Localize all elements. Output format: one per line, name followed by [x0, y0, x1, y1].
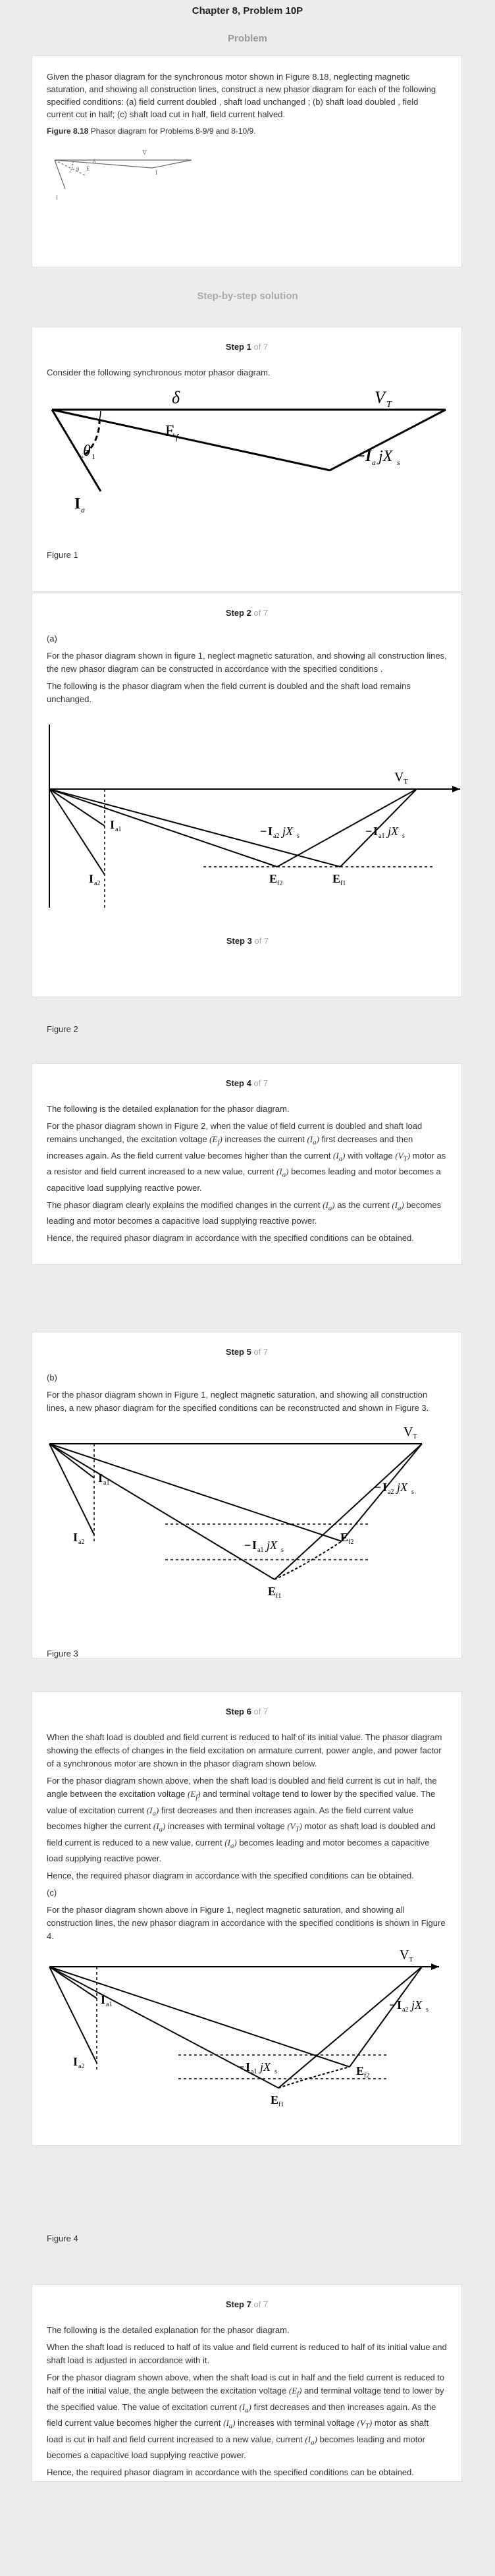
svg-text:jX: jX	[282, 825, 293, 838]
svg-text:a1: a1	[106, 2001, 113, 2009]
svg-text:a1: a1	[103, 1479, 110, 1487]
fig3-ia2: I	[73, 1531, 78, 1544]
svg-text:a2: a2	[402, 2006, 409, 2014]
figure-caption-text: Phasor diagram for Problems 8-9/9 and 8-10/9.	[88, 126, 256, 136]
fig1-ef: E	[165, 423, 175, 440]
figure-caption	[47, 124, 447, 138]
svg-text:f1: f1	[278, 2101, 284, 2109]
svg-text:jX: jX	[388, 825, 398, 838]
figure-4-label: Figure 4	[47, 2233, 78, 2243]
step-2-para-2: The following is the phasor diagram when the field current is doubled and the shaft load remains unchanged.	[47, 681, 411, 704]
step-4-para-4: Hence, the required phasor diagram in accordance with the specified conditions can be obtained.	[47, 1233, 414, 1244]
step-7-para-4: Hence, the required phasor diagram in accordance with the specified conditions can be obtained.	[47, 2467, 414, 2478]
figure-8-18	[47, 142, 205, 214]
svg-text:jX: jX	[378, 448, 393, 465]
svg-text:jX: jX	[260, 2060, 271, 2074]
fig3-ia1jxs: −	[244, 1539, 251, 1552]
fig4-ia1: I	[101, 1993, 106, 2007]
step-6-header: Step 6 of 7	[225, 1707, 269, 1716]
svg-text:s: s	[426, 2006, 429, 2014]
figure-1	[47, 383, 448, 535]
svg-text:1: 1	[91, 452, 95, 461]
figure-2-label: Figure 2	[47, 1024, 78, 1034]
svg-text:a: a	[81, 505, 85, 514]
svg-text:T: T	[404, 778, 408, 786]
step-5-part: (b)	[47, 1373, 57, 1383]
svg-text:I: I	[268, 825, 273, 838]
fig4-ia2: I	[73, 2055, 78, 2069]
fig2-ef1: E	[332, 872, 341, 885]
svg-text:f2: f2	[364, 2072, 370, 2080]
fig3-ia1: I	[98, 1471, 103, 1485]
svg-text:s: s	[297, 833, 300, 840]
step-5-card	[32, 1332, 462, 1658]
step-4-header: Step 4 of 7	[225, 1078, 269, 1088]
step-2-para-1: For the phasor diagram shown in figure 1, neglect magnetic saturation, and showing all construction lines, the new phasor diagram can be constructed in accordance with the specified conditions .	[47, 651, 447, 674]
step-6-card	[32, 1691, 462, 2243]
svg-text:jX: jX	[267, 1539, 277, 1552]
step-2-card	[32, 593, 462, 1034]
step-3-header: Step 3 of 7	[226, 936, 269, 946]
step-2-part: (a)	[47, 634, 57, 644]
solution-title: Step-by-step solution	[197, 290, 298, 302]
page-title: Chapter 8, Problem 10P	[192, 5, 303, 16]
step-5-header: Step 5 of 7	[225, 1347, 269, 1357]
fig2-vt: V	[394, 770, 404, 784]
svg-text:a2: a2	[78, 2063, 85, 2071]
svg-text:I: I	[382, 1481, 388, 1494]
problem-card	[32, 55, 462, 267]
step-6-para-3: Hence, the required phasor diagram in accordance with the specified conditions can be obtained.	[47, 1871, 414, 1881]
svg-text:T: T	[409, 1956, 413, 1964]
step-7-para-3: For the phasor diagram shown above, when the shaft load is cut in half and the field current is reduced to half of the initial value, the angle between the excitation voltage $(E_f)$ and terminal voltage tend to lower by the specified value. The value of excitation current $(I_a)$ first decreases and then increases again. As the field current value becomes higher the current $(I_a)$ increases with terminal voltage $(V_T)$ motor as shaft load is cut in half and field current increased to a new value, current $(I_a)$ becomes leading and motor becomes a capacitive load supplying reactive power.	[47, 2372, 445, 2461]
fig3-vt: V	[404, 1425, 413, 1439]
fig3-ef1: E	[268, 1585, 276, 1598]
step-7-para-2: When the shaft load is reduced to half of its value and field current is reduced to half of its initial value and shaft load is adjusted in accordance with it.	[47, 2342, 447, 2365]
svg-text:s: s	[411, 1489, 414, 1496]
step-7-header: Step 7 of 7	[225, 2299, 269, 2309]
fig818-iajxs: I	[155, 169, 157, 176]
svg-text:f1: f1	[276, 1593, 282, 1600]
figure-3-label: Figure 3	[47, 1649, 78, 1658]
svg-text:a2: a2	[273, 833, 280, 840]
svg-text:f2: f2	[348, 1539, 354, 1546]
svg-text:f: f	[176, 432, 178, 442]
svg-text:a1: a1	[257, 1547, 264, 1554]
fig818-delta: δ	[93, 158, 96, 165]
step-6-para-4: For the phasor diagram shown above in Figure 1, neglect magnetic saturation, and showing all construction lines, the new phasor diagram in accordance with the specified conditions is shown in Figure 4.	[47, 1905, 446, 1942]
svg-text:jX: jX	[411, 1998, 422, 2012]
step-4-para-2: For the phasor diagram shown in Figure 2, when the value of field current is doubled and shaft load remains unchanged, the excitation voltage $(E_f)$ increases the current $(I_a)$ first decreases and then increases again. As the field current value becomes higher than the current $(I_a)$ with voltage $(V_T)$ motor as a resistor and field current increased to a new value, current $(I_a)$ becomes leading and motor becomes a capacitive load supplying reactive power.	[47, 1121, 446, 1193]
fig4-ia1jxs: −	[238, 2060, 245, 2074]
svg-text:s: s	[397, 458, 400, 467]
step-4-para-3: The phasor diagram clearly explains the modified changes in the current $(I_a)$ as the current $(I_a)$ becomes leading and motor becomes a capacitive load supplying reactive power.	[47, 1199, 442, 1226]
fig2-ia1: I	[110, 818, 115, 831]
fig3-ef2: E	[340, 1531, 349, 1544]
fig2-ia1jxs: −	[365, 825, 373, 838]
svg-text:s: s	[274, 2068, 277, 2076]
svg-text:a2: a2	[78, 1539, 85, 1546]
fig4-ia2jxs: −	[389, 1998, 396, 2012]
step-6-part: (c)	[47, 1888, 57, 1898]
problem-heading: Problem	[227, 33, 267, 44]
svg-text:s: s	[402, 833, 405, 840]
svg-text:I: I	[246, 2060, 251, 2074]
svg-text:I: I	[252, 1539, 257, 1552]
step-6-para-1: When the shaft load is doubled and field current is reduced to half of its initial value. The phasor diagram showing the effects of changes in the field excitation on armature current, power angle, and power factor of a synchronous motor are shown in the phasor diagram shown below.	[47, 1732, 442, 1768]
step-4-para-1: The following is the detailed explanation for the phasor diagram.	[47, 1104, 290, 1114]
figure-4	[40, 1947, 448, 2125]
fig4-ef2: E	[356, 2064, 365, 2078]
svg-text:f1: f1	[340, 880, 346, 887]
fig2-ef2: E	[269, 872, 278, 885]
svg-text:T: T	[386, 400, 392, 410]
fig3-ia2jxs: −	[375, 1481, 382, 1494]
fig1-delta: δ	[172, 388, 180, 407]
svg-text:I: I	[365, 448, 372, 465]
fig818-theta: θ	[76, 166, 80, 173]
step-6-para-2: For the phasor diagram shown above, when the shaft load is doubled and field current is cut in half, the angle between the excitation voltage $(E_f)$ and terminal voltage tend to lower by the specified value. The value of excitation current $(I_a)$ first decreases and then increases again. As the field current value becomes higher the current $(I_a)$ increases with terminal voltage $(V_T)$ motor as shaft load is doubled and field current is reduced to a new value, current $(I_a)$ becomes leading and motor becomes a capacitive load supplying reactive power.	[47, 1776, 437, 1864]
fig2-ia2: I	[89, 872, 94, 885]
fig1-theta: θ	[83, 443, 91, 460]
fig818-ia: I	[56, 194, 58, 201]
svg-text:f2: f2	[277, 880, 283, 887]
step-7-card	[32, 2284, 462, 2482]
step-2-header: Step 2 of 7	[225, 608, 269, 618]
svg-text:a1: a1	[378, 833, 385, 840]
svg-text:a2: a2	[94, 880, 101, 887]
svg-text:a2: a2	[388, 1489, 394, 1496]
svg-text:jX: jX	[397, 1481, 407, 1494]
figure-1-label: Figure 1	[47, 550, 78, 560]
step-4-card	[32, 1063, 462, 1265]
step-7-para-1: The following is the detailed explanation for the phasor diagram.	[47, 2325, 290, 2335]
fig4-ef1: E	[271, 2093, 279, 2107]
svg-text:s: s	[281, 1547, 284, 1554]
fig1-ia: I	[74, 495, 81, 512]
step-1-text: Consider the following synchronous motor phasor diagram.	[47, 368, 271, 377]
svg-text:a: a	[372, 458, 376, 467]
figure-2	[39, 710, 460, 927]
svg-text:I: I	[397, 1998, 402, 2012]
fig2-ia2jxs: −	[260, 825, 267, 838]
fig818-vt: V	[142, 150, 147, 157]
problem-text: Given the phasor diagram for the synchronous motor shown in Figure 8.18, neglecting magnetic saturation, and showing all construction lines, construct a new phasor diagram for each of the following specified conditions: (a) field current doubled , shaft load unchanged ; (b) shaft load doubled , field current cut in half; (c) shaft load cut in half, field current halved.	[47, 72, 436, 119]
step-5-para-1: For the phasor diagram shown in Figure 1, neglect magnetic saturation, and showing all construction lines, a new phasor diagram for the specified conditions can be reconstructed and shown in Figure 3.	[47, 1390, 429, 1413]
figure-caption-number: Figure 8.18	[47, 126, 89, 136]
svg-text:I: I	[373, 825, 378, 838]
fig4-vt: V	[400, 1948, 409, 1963]
step-1-card	[32, 327, 462, 591]
fig1-vt: V	[375, 388, 385, 407]
fig1-iajxs: −	[356, 448, 365, 465]
step-1-header: Step 1 of 7	[225, 342, 269, 352]
figure-3	[40, 1419, 448, 1610]
svg-text:a1: a1	[251, 2068, 257, 2076]
svg-text:T: T	[413, 1433, 417, 1440]
fig818-ef: E	[86, 165, 90, 172]
svg-text:a1: a1	[115, 826, 122, 833]
